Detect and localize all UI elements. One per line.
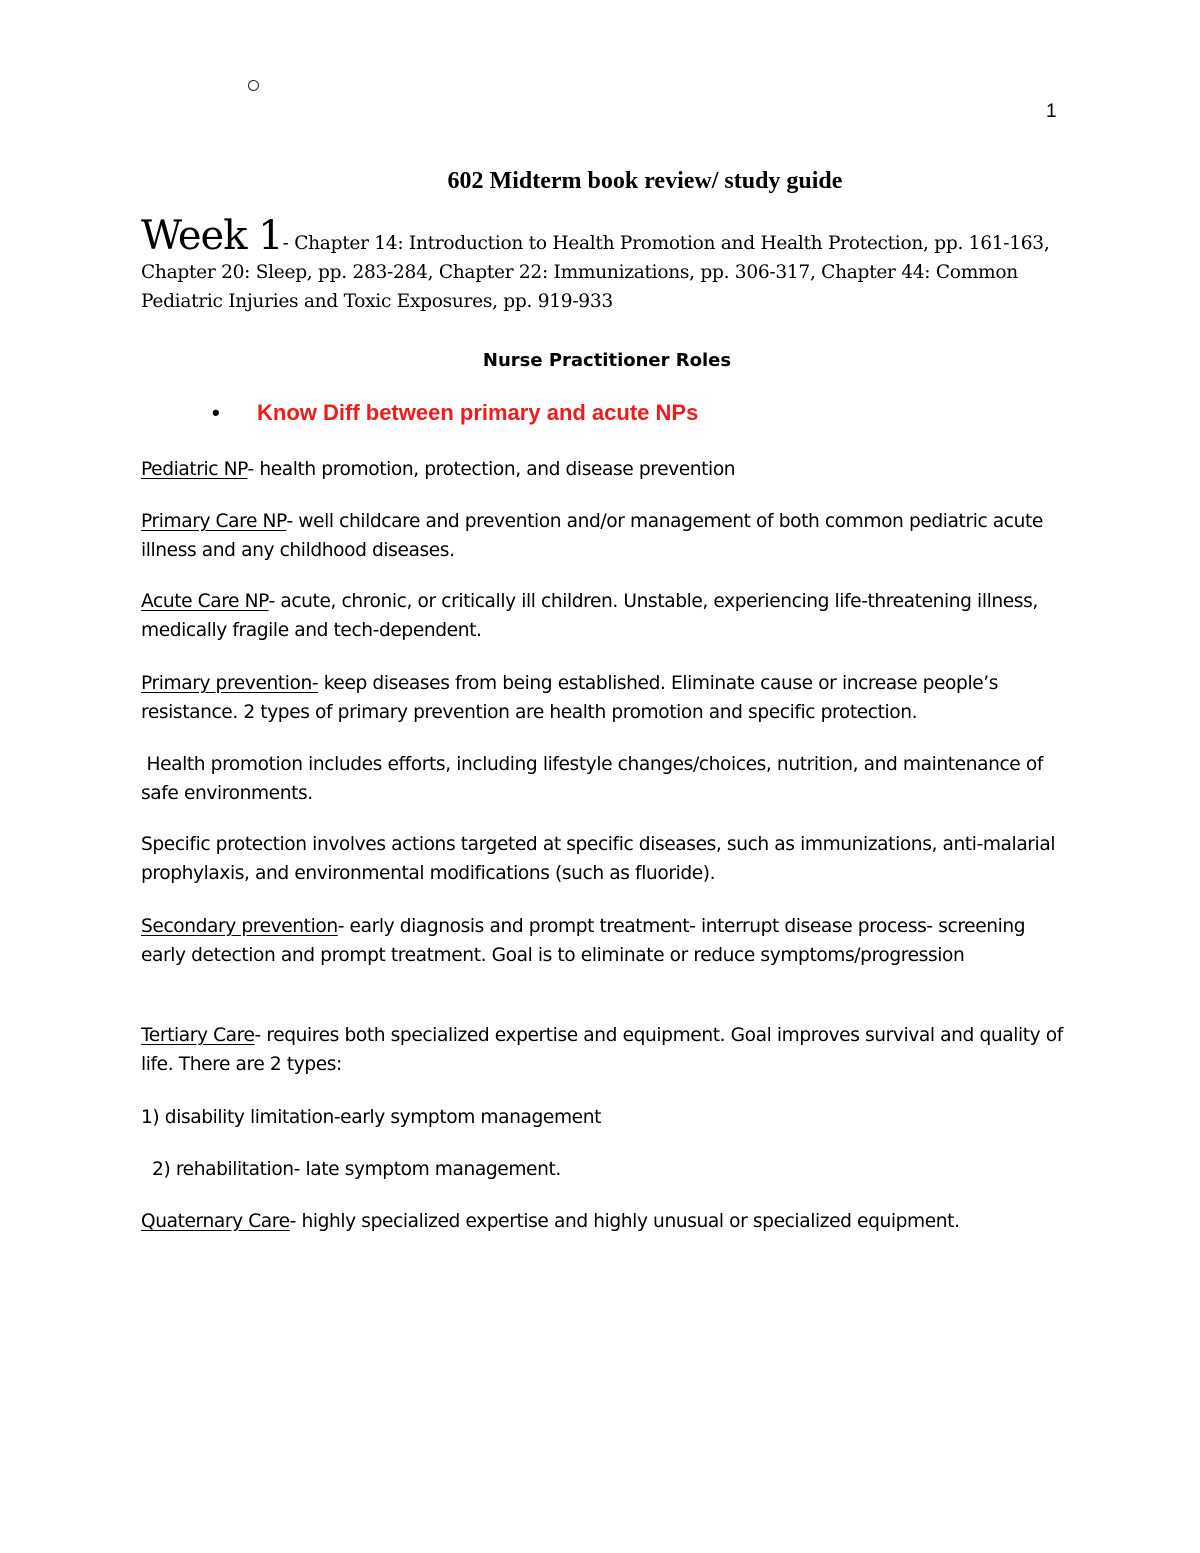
definition: - well childcare and prevention and/or management of both common pediatric acute illness and any childhood diseases. [141, 511, 1043, 561]
paragraph-acute-care-np [141, 587, 1071, 645]
week-reading-list [141, 213, 1071, 316]
list-item-rehabilitation [141, 1155, 1071, 1184]
term: Secondary prevention [141, 916, 338, 937]
definition: - early diagnosis and prompt treatment- interrupt disease process- screening early detection and prompt treatment. Goal is to eliminate or reduce symptoms/progression [141, 916, 1026, 966]
list-item-disability-limitation [141, 1103, 1071, 1132]
definition: Health promotion includes efforts, including lifestyle changes/choices, nutrition, and maintenance of safe environments. [141, 754, 1049, 804]
section-heading: Nurse Practitioner Roles [482, 350, 732, 371]
paragraph-pediatric-np [141, 455, 1071, 484]
definition: - health promotion, protection, and disease prevention [247, 459, 736, 480]
week-chapters: - Chapter 14: Introduction to Health Promotion and Health Protection, pp. 161-163, Chapter 20: Sleep, pp. 283-284, Chapter 22: Immunizations, pp. 306-317, Chapter 44: Common Pediatric Injuries and Toxic Exposures, pp. 919-933 [141, 233, 1050, 312]
definition: - acute, chronic, or critically ill children. Unstable, experiencing life-threatening illness, medically fragile and tech-dependent. [141, 591, 1038, 641]
term: Tertiary Care [141, 1025, 255, 1046]
paragraph-secondary-prevention [141, 912, 1071, 970]
definition: 1) disability limitation-early symptom management [141, 1107, 601, 1128]
paragraph-primary-prevention [141, 669, 1071, 727]
term: Pediatric NP [141, 459, 248, 480]
definition: keep diseases from being established. Eliminate cause or increase people’s resistance. 2 types of primary prevention are health promotion and specific protection. [141, 673, 999, 723]
bullet-item [212, 400, 698, 426]
definition: - highly specialized expertise and highly unusual or specialized equipment. [289, 1211, 960, 1232]
term: Primary prevention- [141, 673, 319, 694]
paragraph-quaternary-care [141, 1207, 1071, 1236]
document-title: 602 Midterm book review/ study guide [447, 168, 843, 194]
page-number: 1 [1046, 101, 1057, 122]
definition: 2) rehabilitation- late symptom management. [141, 1159, 561, 1180]
term: Acute Care NP [141, 591, 269, 612]
paragraph-specific-protection [141, 830, 1071, 888]
term: Primary Care NP [141, 511, 287, 532]
week-label: Week 1 [141, 213, 283, 259]
definition: Specific protection involves actions targeted at specific diseases, such as immunizations, anti-malarial prophylaxis, and environmental modifications (such as fluoride). [141, 834, 1056, 884]
paragraph-health-promotion [141, 750, 1071, 808]
bullet-text: Know Diff between primary and acute NPs [257, 400, 699, 425]
paragraph-tertiary-care [141, 1021, 1071, 1079]
term: Quaternary Care [141, 1211, 290, 1232]
definition: - requires both specialized expertise and equipment. Goal improves survival and quality of life. There are 2 types: [141, 1025, 1063, 1075]
circle-bullet-icon [248, 80, 259, 91]
paragraph-primary-care-np [141, 507, 1071, 565]
bullet-dot-icon: • [212, 400, 220, 425]
